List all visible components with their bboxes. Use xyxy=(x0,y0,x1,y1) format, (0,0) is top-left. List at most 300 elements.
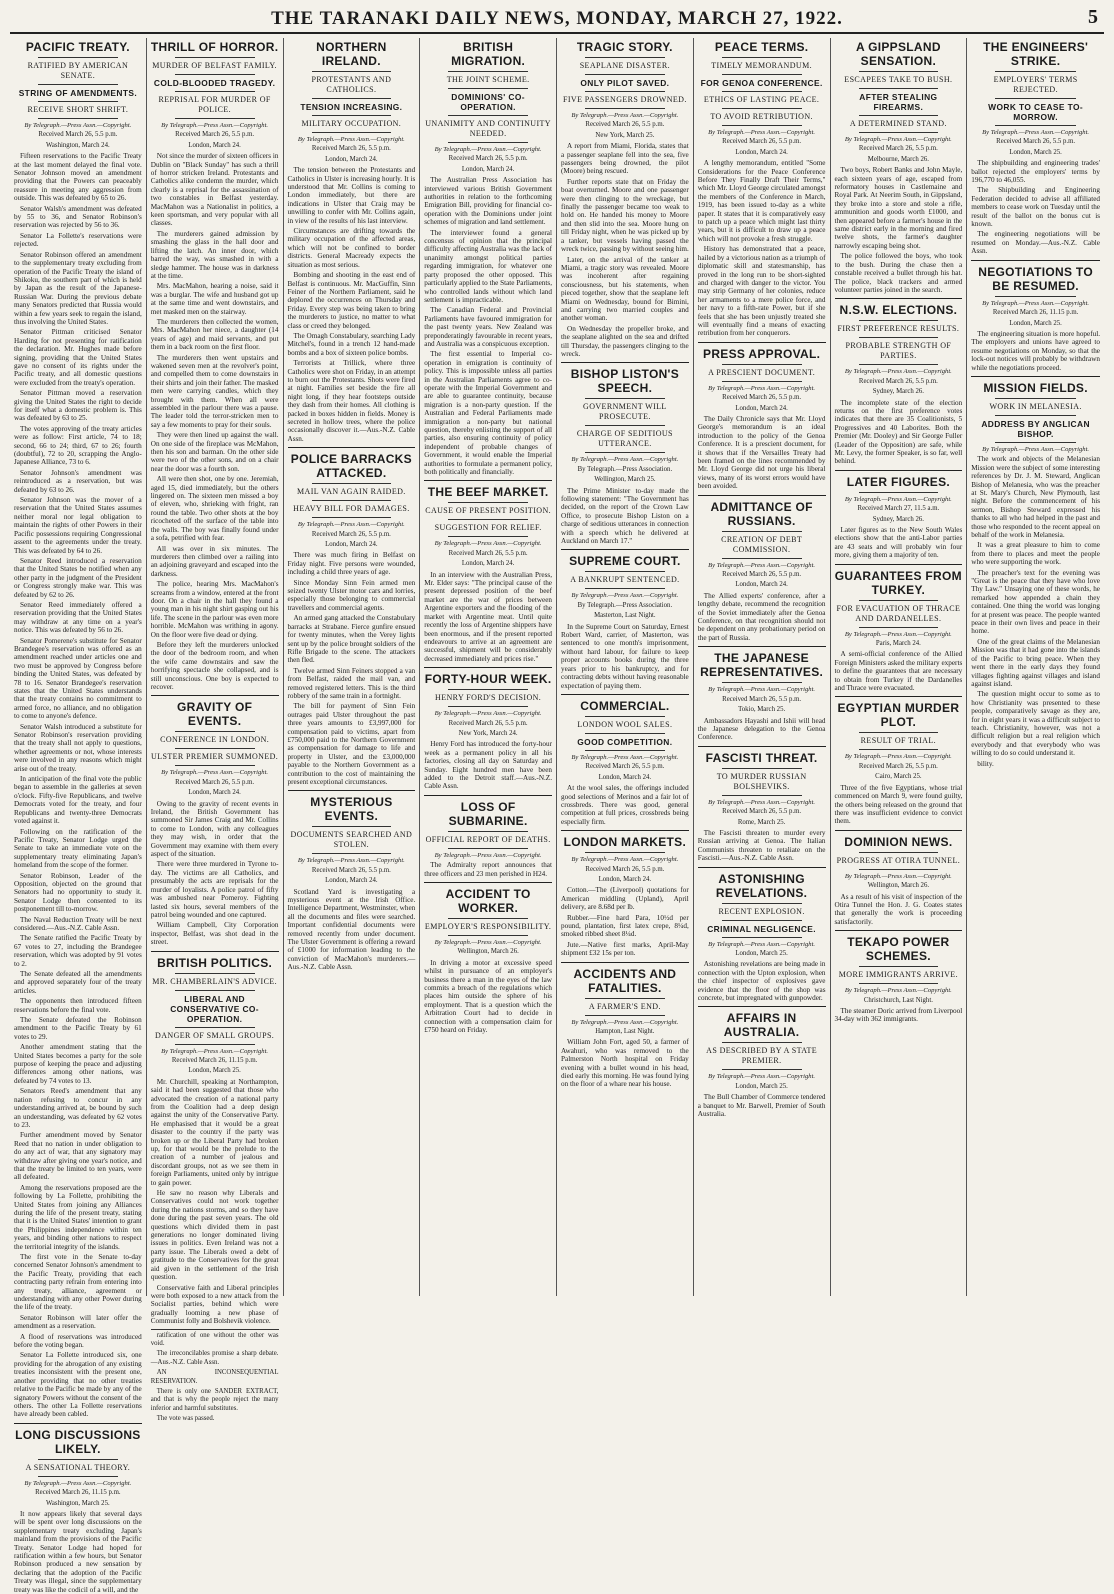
dateline: London, March 24. xyxy=(598,773,652,781)
deck-divider xyxy=(859,337,939,338)
article-headline: THE JAPANESE REPRESENTATIVES. xyxy=(700,651,824,680)
deck-divider xyxy=(995,296,1076,297)
telegraph-credit: By Telegraph.—Press Assn.—Copyright. xyxy=(434,146,542,153)
section-divider xyxy=(424,480,552,481)
received-time: Received March 27, 11.5 a.m. xyxy=(857,505,940,513)
deck-divider xyxy=(859,492,939,493)
deck-divider xyxy=(859,115,939,116)
section-divider xyxy=(561,549,689,550)
dateline: London, March 25. xyxy=(735,1082,788,1090)
article-deck: EMPLOYERS' TERMS REJECTED. xyxy=(993,75,1078,94)
deck-divider xyxy=(585,1015,665,1016)
received-time: Received March 26, 5.5 p.m. xyxy=(996,138,1076,146)
deck-divider xyxy=(312,132,392,133)
telegraph-credit: By Telegraph.—Press Assn.—Copyright. xyxy=(708,1073,816,1081)
deck-divider xyxy=(38,1459,118,1460)
article-paragraph: The first essential to Imperial co-operation in emigration is continuity of policy. This is impossible unless all parties in the Australian Parliaments agree to co-operate with the Imperial Government and are able to guarantee continuity, because migration is a non-party question. If the Australian and Federal Parliaments made immigration a non-party but national question, thereby enlisting the support of all parties, also ensuring continuity of policy independent of probable changes of Government, it would enable the Imperial authorities to formulate a permanent policy, both politically and financially. xyxy=(424,350,552,477)
article-paragraph: The Senate defeated the Robinson amendment to the Pacific Treaty by 61 votes to 29. xyxy=(14,1016,142,1041)
section-divider xyxy=(835,564,963,565)
article-paragraph: Later figures as to the New South Wales elections show that the anti-Labor parties are 43 seats and will probably win four more, giving them a majority of ten. xyxy=(834,526,963,560)
deck-divider xyxy=(38,84,118,85)
deck-divider xyxy=(38,1476,118,1477)
article-headline: ASTONISHING REVELATIONS. xyxy=(715,871,808,900)
article-deck: ADDRESS BY ANGLICAN BISHOP. xyxy=(981,418,1090,439)
article-headline: FASCISTI THREAT. xyxy=(705,750,818,765)
column-1 xyxy=(10,38,147,1594)
received-time: Received March 26, 5.5 p.m. xyxy=(311,866,391,874)
article-paragraph: The engineering situation is more hopeful. The employers and unions have agreed to resume negotiations on Monday, so that the lock-out notices will probably be withdrawn while the negotiations proceed. xyxy=(971,329,1100,372)
article-deck: SEAPLANE DISASTER. xyxy=(579,61,671,70)
article-paragraph: The Admiralty report announces that three officers and 23 men perished in H24. xyxy=(424,861,552,878)
article-paragraph: Bombing and shooting in the east end of Belfast is continuous. Mr. MacGuffin, Sinn Feiner of the Northern Parliament, said he deplored the occurrences on Thursday and Friday. Every step was being taken to bring the murderers to justice, no matter to what class or creed they belonged. xyxy=(287,271,416,330)
deck-divider xyxy=(585,588,665,589)
article-deck: A FARMER'S END. xyxy=(588,1001,661,1011)
dateline: London, March 24. xyxy=(188,789,241,797)
received-time: Received March 26, 5.5 p.m. xyxy=(585,763,665,771)
article-paragraph: Mr. Churchill, speaking at Northampton, said it had been suggested that those who advocated the creation of a national party from the Coalition had a deep design against the unity of the Conservative Party. He emphasised that it would be a great disaster to the country if the party was broken up or the Liberal Party had broken up, for that would be the prelude to the creation of a number of jealous and discordant groups, not as we see them in foreign Parliaments, united only by intrigue to gain power. xyxy=(150,1077,279,1187)
article-headline: NORTHERN IRELAND. xyxy=(316,40,387,68)
deck-divider xyxy=(585,108,665,109)
section-divider xyxy=(835,470,963,471)
article-deck: ETHICS OF LASTING PEACE. xyxy=(703,95,820,104)
article-paragraph: The incomplete state of the election returns on the first preference votes indicates that there are 35 Coalitionists, 5 Progressives and 40 Laborites. Both the Premier (Mr. Dooley) and Sir George Fuller (Leader of the Opposition) are safe, while Mr. Levy, the former Speaker, is so far, well behind. xyxy=(834,398,963,466)
telegraph-credit: By Telegraph.—Press Assn.—Copyright. xyxy=(571,592,679,600)
column-8 xyxy=(967,38,1104,1296)
article-paragraph: Henry Ford has introduced the forty-hour week as a permanent policy in all his factories, closing all day on Saturday and Sunday. Eight hundred men have been added to the Detroit staff.—Aus.-N.Z. Cable Assn. xyxy=(424,740,552,791)
article-paragraph: A semi-official conference of the Allied Foreign Ministers asked the military experts to define the guarantees that are necessary to obtain from Turkey if the Dardanelles and Thrace were evacuated. xyxy=(834,650,963,693)
deck-divider xyxy=(312,500,392,501)
article-deck: A DETERMINED STAND. xyxy=(849,119,947,128)
article-paragraph: One of the great claims of the Melanesian Mission was that it had gone into the islands of the Pacific to bring peace. When they went there in the early days they found villages fighting against villages and island against island. xyxy=(971,637,1100,688)
article-paragraph: The votes approving of the treaty articles were as follow: First article, 74 to 18; second, 66 to 24; third, 67 to 26; fourth (doubtful), 72 to 20, scrapping the Anglo-Japanese Alliance, 73 to 6. xyxy=(14,424,142,467)
article-paragraph: The Allied experts' conference, after a lengthy debate, recommend the recognition of the Soviet immediately after the Genoa Conference, on that recognition should not be dependent on any probationary period on the part of Russia. xyxy=(697,591,826,642)
deck-divider xyxy=(585,425,665,426)
section-divider xyxy=(698,1006,826,1007)
dateline: London, March 24. xyxy=(735,404,788,412)
section-divider xyxy=(561,362,689,363)
deck-divider xyxy=(585,852,665,853)
received-time: Received March 26, 5.5 p.m. xyxy=(311,145,391,153)
deck-divider xyxy=(448,142,528,143)
article-paragraph: The police followed the boys, who took to the bush. During the chase then a constable received a bullet through his hat. The police, black trackers and armed volunteer parties joined in the search. xyxy=(834,252,963,294)
article-headline: PEACE TERMS. xyxy=(714,40,809,54)
deck-divider xyxy=(175,731,255,732)
received-time: Received March 26, 5.5 p.m. xyxy=(311,530,391,538)
article-deck: CREATION OF DEBT COMMISSION. xyxy=(721,534,803,554)
article-paragraph: In driving a motor at excessive speed whilst in pursuance of an employer's business there a man in the eyes of the law commits a breach of the regulations which places him outside the sphere of his employment. That is a question which the Arbitration Court had to decide in connection with a compensation claim for £750 heard on Friday. xyxy=(424,958,552,1035)
deck-divider xyxy=(585,91,665,92)
telegraph-credit: By Telegraph.—Press Assn.—Copyright. xyxy=(571,1018,679,1026)
section-divider xyxy=(151,951,279,952)
telegraph-credit: By Telegraph.—Press Assn.—Copyright. xyxy=(708,686,816,694)
article-headline: DOMINION NEWS. xyxy=(844,834,953,849)
deck-divider xyxy=(175,765,255,766)
deck-divider xyxy=(38,57,118,58)
article-paragraph: Further reports state that on Friday the boat overturned. Moore and one passenger were then clinging to the wreckage, but finally the passenger became too weak to hold on. He handed his money to Moore and then slid into the sea. Moore hung on till Friday night, when he was picked up by a tanker, but vessels having passed the wreck twice, passing by without seeing him. xyxy=(561,177,689,254)
received-time: Received March 26, 5.5 p.m. xyxy=(722,571,802,579)
dateline: New York, March 25. xyxy=(595,131,655,139)
deck-divider xyxy=(175,973,255,974)
deck-divider xyxy=(448,536,528,537)
article-deck: SUGGESTION FOR RELIEF. xyxy=(434,523,542,533)
article-paragraph: Ambassadors Hayashi and Ishii will head the Japanese delegation to the Genoa Conference. xyxy=(697,716,826,742)
article-deck: RATIFIED BY AMERICAN SENATE. xyxy=(27,61,129,80)
article-headline: LONDON MARKETS. xyxy=(563,835,687,850)
article-paragraph: Fifteen reservations to the Pacific Treaty at the last moment delayed the final vote. Senator Johnson moved an amendment providing that the Powers can peaceably reassure in meeting any aggression from outside. This was defeated by 65 to 26. xyxy=(14,152,142,203)
article-paragraph: Later, on the arrival of the tanker at Miami, a tragic story was revealed. Moore was incoherent after regaining consciousness, but his statements, when pieced together, show that the seaplane left Miami on Wednesday, bound for Bimini, and carrying two married couples and another woman. xyxy=(561,255,689,323)
article-paragraph: In the Supreme Court on Saturday, Ernest Robert Ward, carrier, of Masterton, was sentenced to one month's imprisonment, without hard labour, for failure to keep proper accounts books during the three years prior to his bankruptcy, and for contracting debts without having reasonable expectation of paying them. xyxy=(561,622,689,690)
article-headline: THE BEEF MARKET. xyxy=(427,485,549,500)
deck-divider xyxy=(585,998,665,999)
deck-divider xyxy=(448,71,528,72)
article-deck: STRING OF AMENDMENTS. xyxy=(18,88,138,98)
column-7 xyxy=(831,38,968,1296)
telegraph-credit: By Telegraph.—Press Assn.—Copyright. xyxy=(844,987,952,995)
article-deck: COLD-BLOODED TRAGEDY. xyxy=(153,78,276,88)
continuation-paragraph: The irreconcilables promise a sharp debate.—Aus.-N.Z. Cable Assn. xyxy=(150,1350,279,1366)
article-paragraph: The tension between the Protestants and Catholics in Ulster is increasing hourly. It is understood that Mr. Collins is coming to London immediately, but there are indications in Ulster that Craig may be unwilling to confer with Mr. Collins again, in view of the results of his last interview. xyxy=(287,166,416,225)
deck-divider xyxy=(312,98,392,99)
article-paragraph: Senator Pomerene's substitute for Senator Brandegee's reservation was offered as an amendment reached under articles one and two must be approved by Congress before binding the United States, was defeated by 78 to 16. Senator Brandegee's reservation states that the United States understands that the treaty contains no commitment to armed force, no alliance, and no obligation to come to anyone's defence. xyxy=(14,636,142,721)
deck-divider xyxy=(722,558,802,559)
dateline: Cairo, March 25. xyxy=(875,773,922,781)
article-deck: LIBERAL AND CONSERVATIVE CO-OPERATION. xyxy=(170,993,259,1024)
article-paragraph: The bill for payment of Sinn Fein outrages paid Ulster throughout the past three years amounts to £3,997,000 for compensation paid to victims, apart from £750,000 paid to the Northern Government as compensation for damage to life and property in Ulster, and the £3,000,000 payable to the Northern Government as a contribution to the cost of maintaining the present exceptional circumstances. xyxy=(287,702,416,786)
article-deck: CAUSE OF PRESENT POSITION. xyxy=(425,506,552,516)
article-paragraph: The Naval Reduction Treaty will be next considered.—Aus.-N.Z. Cable Assn. xyxy=(14,915,142,932)
dateline: London, March 25. xyxy=(735,949,788,957)
article-paragraph: Senator Walsh's amendment was defeated by 55 to 36, and Senator Robinson's reservation was rejected by 56 to 36. xyxy=(14,204,142,230)
article-paragraph: The murderers then collected the women, Mrs. MacMahon her niece, a daughter (14 years of age) and maid servants, and put them in a back room on the first floor. xyxy=(150,317,279,352)
dateline: Washington, March 24. xyxy=(46,141,110,149)
article-paragraph: The Bull Chamber of Commerce tendered a banquet to Mr. Barwell, Premier of South Australia. xyxy=(697,1093,826,1119)
received-time: Received March 26, 5.5 p.m. xyxy=(175,131,255,139)
dateline: London, March 24. xyxy=(325,541,378,549)
article-paragraph: It was a great pleasure to him to come from there to places and meet the people who were supporting the work. xyxy=(971,541,1100,567)
article-deck: MILITARY OCCUPATION. xyxy=(301,119,402,128)
article-deck: DOCUMENTS SEARCHED AND STOLEN. xyxy=(290,830,413,850)
column-2 xyxy=(147,38,284,1423)
article-paragraph: Senator La Follette's reservations were rejected. xyxy=(14,231,142,249)
article-deck: TO AVOID RETRIBUTION. xyxy=(710,112,813,121)
deck-divider xyxy=(448,935,528,936)
section-divider xyxy=(698,746,826,747)
article-paragraph: History has demonstrated that a peace, hailed by a victorious nation as a triumph of diplomatic skill and statesmanship, has proved in the long run to be short-sighted and charged with danger to the victor. You may strip Germany of her colonies, reduce her armaments to a mere police force, and her navy to a fifth-rate Power, but if she feels that she has been unjustly treated she will eventually find a means of exacting retribution from her conquerors. xyxy=(697,245,826,338)
telegraph-credit: By Telegraph.—Press Assn.—Copyright. xyxy=(844,630,952,638)
deck-divider xyxy=(175,91,255,92)
article-deck: A SENSATIONAL THEORY. xyxy=(25,1462,131,1472)
telegraph-credit: By Telegraph.—Press Assn.—Copyright. xyxy=(434,540,542,548)
article-paragraph: Senators Reed's amendment that any nation refusing to concur in any understanding arrived at, be bound by such an understanding, was defeated by 62 votes to 23. xyxy=(14,1087,142,1129)
article-paragraph: As a result of his visit of inspection of the Otira Tunnel the Hon. J. G. Coates states that generally the work is proceeding satisfactorily. xyxy=(834,892,963,926)
telegraph-credit: By Telegraph.—Press Assn.—Copyright. xyxy=(434,851,542,859)
article-paragraph: Among the reservations proposed are the following by La Follette, prohibiting the United States from joining any Alliances during the life of the present treaty, stating that it is the United States' intention to grant the Philippines independence within ten years, and binding other nations to respect the territorial integrity of the islands. xyxy=(14,1183,142,1251)
article-deck: MAIL VAN AGAIN RAIDED. xyxy=(297,487,406,497)
article-paragraph: Mrs. MacMahon, hearing a noise, said it was a burglar. The wife and husband got up at the same time and went downstairs, and met masked men on the stairway. xyxy=(150,282,279,316)
article-paragraph: Senator Johnson's amendment was reintroduced as a reservation, but was defeated by 63 to 26. xyxy=(14,468,142,494)
received-time: Received March 26, 5.5 p.m. xyxy=(858,762,938,770)
deck-divider xyxy=(175,1027,255,1028)
received-time: Received March 26, 5.5 p.m. xyxy=(448,719,528,727)
section-divider xyxy=(698,495,826,496)
article-paragraph: The work and objects of the Melanesian Mission were the subject of some interesting references by Dr. J. M. Steward, Anglican Bishop of Melanesia, who was the preacher at St. Mary's Church, New Plymouth, last night. Before the commencement of his sermon, Bishop Steward expressed his thanks to all who had helped in the past and those who responded to the recent appeal on behalf of the work in Melanesia. xyxy=(971,455,1100,539)
section-divider xyxy=(835,696,963,697)
telegraph-credit: By Telegraph.—Press Assn.—Copyright. xyxy=(708,561,816,569)
deck-divider xyxy=(859,869,939,870)
deck-divider xyxy=(448,115,528,116)
article-paragraph: The steamer Doric arrived from Liverpool 34-day with 362 immigrants. xyxy=(834,1006,963,1024)
article-paragraph: The opponents then introduced fifteen reservations before the final vote. xyxy=(14,997,142,1014)
article-paragraph: The Senate ratified the Pacific Treaty by 67 votes to 27, including the Brandegee reservation, which was adopted by 91 votes to 2. xyxy=(14,934,142,968)
dateline: Paris, March 24. xyxy=(875,640,921,648)
section-divider xyxy=(561,830,689,831)
article-headline: LONG DISCUSSIONS LIKELY. xyxy=(15,1427,141,1456)
deck-divider xyxy=(722,920,802,921)
article-headline: PRESS APPROVAL. xyxy=(703,346,821,361)
telegraph-credit: By Telegraph.—Press Assn.—Copyright. xyxy=(708,798,816,806)
article-deck: CRIMINAL NEGLIGENCE. xyxy=(707,923,817,934)
article-paragraph: Senator Reed introduced a reservation that the United States be notified when any other party in the judgment of the President or Congress strongly make war. This was defeated by 62 to 26. xyxy=(14,556,142,599)
telegraph-credit: By Telegraph.—Press Assn.—Copyright. xyxy=(844,495,952,503)
article-paragraph: The Canadian Federal and Provincial Parliaments have favoured immigration for the past twenty years. New Zealand was preponderatingly favourable in recent years, and Australia was a conspicuous exception. xyxy=(424,306,552,348)
telegraph-credit: By Telegraph.—Press Assn.—Copyright. xyxy=(161,769,269,777)
article-headline: BRITISH MIGRATION. xyxy=(451,40,526,68)
deck-divider xyxy=(995,125,1076,126)
article-headline: FORTY-HOUR WEEK. xyxy=(424,672,552,687)
continuation-block xyxy=(151,1329,279,1424)
deck-divider xyxy=(175,74,255,75)
received-time: Received March 26, 5.5 p.m. xyxy=(38,131,118,139)
telegraph-credit: By Telegraph.—Press Assn.—Copyright. xyxy=(434,710,542,718)
telegraph-credit: By Telegraph.—Press Assn.—Copyright. xyxy=(297,521,405,529)
deck-divider xyxy=(859,749,939,750)
article-deck: WORK TO CEASE TO-MORROW. xyxy=(988,102,1084,122)
article-deck: DANGER OF SMALL GROUPS. xyxy=(155,1030,275,1040)
deck-divider xyxy=(448,831,528,832)
article-paragraph: A lengthy memorandum, entitled "Some Considerations for the Peace Conference Before They Finally Draft Their Terms," which Mr. Lloyd George circulated amongst the members of the Conference in March, 1919, has been issued to-day as a white paper. It states that it is comparatively easy to patch up a peace which might last thirty years, but it is difficult to draw up a peace which will not provoke a fresh struggle. xyxy=(697,159,826,243)
telegraph-credit: By Telegraph.—Press Assn.—Copyright. xyxy=(708,940,816,948)
article-deck: RECEIVE SHORT SHRIFT. xyxy=(27,105,129,114)
article-deck: HEAVY BILL FOR DAMAGES. xyxy=(293,504,410,514)
article-paragraph: The Shipbuilding and Engineering Federation decided to advise all affiliated members to cease work on Tuesday until the result of the ballot on the bonus cut is known. xyxy=(971,186,1100,229)
received-time: Received March 26, 5.5 p.m. xyxy=(448,549,528,557)
dateline: Melbourne, March 26. xyxy=(867,155,929,163)
article-paragraph: Owing to the gravity of recent events in Ireland, the British Government has summoned Sir James Craig and Mr. Collins to come to London, with any colleagues they may wish, in order that the Government may examine with them every aspect of the situation. xyxy=(150,799,279,859)
article-headline: EGYPTIAN MURDER PLOT. xyxy=(837,701,960,730)
deck-divider xyxy=(859,966,939,967)
deck-divider xyxy=(585,750,665,751)
article-paragraph: Two boys, Robert Banks and John Mayle, each sixteen years of age, escaped from reformatory houses in Castlemaine and Royal Park. At Neerim South, in Gippsland, they broke into a store and stole a rifle, ammunition and goods worth £1000, and then appeared before a farmer's house in the same district early in the morning and fired twelve shots, the farmer's daughter narrowly escaping being shot. xyxy=(834,166,963,250)
telegraph-credit: By Telegraph.—Press Assn.—Copyright. xyxy=(297,136,405,143)
article-paragraph: Twelve armed Sinn Feiners stopped a van from Belfast, raided the mail van, and removed registered letters. This is the third robbery of the same train in a fortnight. xyxy=(287,666,416,700)
article-deck: TIMELY MEMORANDUM. xyxy=(711,61,813,70)
continuation-paragraph: ratification of one without the other was void. xyxy=(150,1331,279,1347)
article-paragraph: William John Fort, aged 50, a farmer of Awahuri, who was removed to the Palmerston North hospital on Friday evening with a bullet wound in his head, died early this morning. He was found lying on the floor of a whare near his house. xyxy=(561,1038,689,1089)
article-deck: ULSTER PREMIER SUMMONED. xyxy=(151,752,279,762)
section-divider xyxy=(288,790,416,791)
telegraph-credit: By Telegraph.—Press Assn.—Copyright. xyxy=(982,445,1090,453)
dateline: London, March 24. xyxy=(735,581,788,589)
deck-divider xyxy=(859,88,939,89)
article-deck: PROTESTANTS AND CATHOLICS. xyxy=(311,75,392,94)
continuation-paragraph: AN INCONSEQUENTIAL RESERVATION. xyxy=(150,1369,279,1385)
deck-divider xyxy=(448,918,528,919)
article-headline: TEKAPO POWER SCHEMES. xyxy=(847,935,950,964)
article-deck: GOVERNMENT WILL PROSECUTE. xyxy=(583,402,667,422)
received-time: By Telegraph.—Press Association. xyxy=(577,601,673,609)
article-deck: AS DESCRIBED BY A STATE PREMIER. xyxy=(706,1046,818,1066)
article-paragraph: Further amendment moved by Senator Reed that no nation in under obligation to do any act of war, that any signatory may withdraw after giving one year's notice, and that the treaty be limited to ten years, were all defeated. xyxy=(14,1131,142,1182)
article-headline: GUARANTEES FROM TURKEY. xyxy=(834,568,962,597)
article-headline: GRAVITY OF EVENTS. xyxy=(177,700,253,729)
received-time: Received March 26, 5.5 p.m. xyxy=(585,865,665,873)
dateline: London, March 24. xyxy=(461,560,515,568)
deck-divider xyxy=(312,826,392,827)
article-paragraph: The first vote in the Senate to-day concerned Senator Johnson's amendment to the Pacific Treaty, providing that each contracting party refrain from entering into any treaty, alliance, agreement or understanding with any other Power during the life of the treaty. xyxy=(14,1253,142,1312)
deck-divider xyxy=(38,118,118,119)
dateline: Masterton, Last Night. xyxy=(594,612,656,620)
dateline: London, March 25. xyxy=(1009,319,1062,327)
article-headline: PACIFIC TREATY. xyxy=(25,40,130,54)
received-time: Received March 26, 11.15 p.m. xyxy=(171,1056,258,1064)
deck-divider xyxy=(175,748,255,749)
article-paragraph: On Wednesday the propeller broke, and the seaplane alighted on the sea and drifted till Thursday, the passengers clinging to the wreck. xyxy=(561,324,689,358)
telegraph-credit: By Telegraph.—Press Assn.—Copyright. xyxy=(571,856,679,864)
article-headline: POLICE BARRACKS ATTACKED. xyxy=(290,452,412,481)
article-headline: MISSION FIELDS. xyxy=(983,380,1088,395)
dateline: Hampton, Last Night. xyxy=(595,1028,655,1036)
received-time: Received March 26, 5.5 p.m. xyxy=(722,394,802,402)
article-paragraph: It now appears likely that several days will be spent over long discussions on the supplementary treaty excluding Japan's mainland from the provisions of the Pacific Treaty. Senator Lodge had hoped for ratification within a few hours, but Senator Robinson produced a new sensation by declaring that the adoption of the Pacific Treaty was illegal, since the supplementary treaty was like the codicil of a will, and the xyxy=(14,1509,142,1594)
column-3 xyxy=(284,38,421,1296)
article-deck: PROGRESS AT OTIRA TUNNEL. xyxy=(836,855,961,865)
article-headline: LOSS OF SUBMARINE. xyxy=(448,799,528,828)
deck-divider xyxy=(175,1044,255,1045)
article-paragraph: Circumstances are drifting towards the military occupation of the affected areas, which will not be confined to border districts. General Macready expects the situation as most serious. xyxy=(287,227,416,269)
article-paragraph: Senator Pittman criticised Senator Harding for not presenting for ratification the declaration. Mr. Hughes made before signing, providing that the United States gave no consent of its rights under the Pacific treaty, and all domestic questions were excluded from the treaty's operation. xyxy=(14,328,142,387)
article-paragraph: They were then lined up against the wall. On one side of the fireplace was McMahon, then his son and barman. On the other side were two of the other sons, and on a chair near the door was a fourth son. xyxy=(150,431,279,473)
dateline: London, March 24. xyxy=(461,165,515,173)
section-divider xyxy=(561,962,689,963)
article-deck: HENRY FORD'S DECISION. xyxy=(435,693,542,703)
article-paragraph: The Omagh Constabulary, searching Lady Mitchel's, found in a trench 12 hand-made bombs and a box of sixteen police bombs. xyxy=(287,331,416,357)
section-divider xyxy=(835,930,963,931)
article-paragraph: There were three murdered in Tyrone to-day. The victims are all Catholics, and presumably the acts are reprisals for the murder of loyalists. A police patrol of fifty was ambushed near Pomeroy. Fighting lasted six hours, several members of the patrol being wounded and one captured. xyxy=(150,860,279,919)
deck-divider xyxy=(722,1069,802,1070)
article-paragraph: He saw no reason why Liberals and Conservatives could not work together during the nations storms, and so they have done during the past seven years. The old questions which divided them in past generations no longer dominated living issues in politics. Even Ireland was not a party issue. The Liberals owed a debt of gratitude to the Conservatives for the great aid given in the settlement of the Irish question. xyxy=(150,1189,279,1282)
deck-divider xyxy=(722,74,802,75)
article-paragraph: Astonishing revelations are being made in connection with the Upton explosion, when the chief inspector of explosives gave evidence that the floor of the shop was concrete, but impregnated with gunpowder. xyxy=(697,960,826,1002)
deck-divider xyxy=(722,682,802,683)
article-headline: ACCIDENTS AND FATALITIES. xyxy=(573,966,677,995)
deck-divider xyxy=(585,57,665,58)
deck-divider xyxy=(859,71,939,72)
article-deck: FIVE PASSENGERS DROWNED. xyxy=(562,95,687,104)
section-divider xyxy=(424,795,552,796)
article-deck: MURDER OF BELFAST FAMILY. xyxy=(152,61,277,70)
article-paragraph: Senator Johnson was the mover of a reservation that the United States assumes neither moral nor legal obligation to maintain the rights of other Powers in their Pacific possessions requiring Congressional assent to the agreements under the treaty. This was defeated by 64 to 26. xyxy=(14,496,142,555)
article-deck: GOOD COMPETITION. xyxy=(577,736,673,747)
telegraph-credit: By Telegraph.—Press Assn.—Copyright. xyxy=(982,129,1090,136)
article-paragraph: The Daily Chronicle says that Mr. Lloyd George's memorandum is an ideal introduction to the policy of the Genoa Conference. It is a prescient document, for it shows that if the Versailles Treaty had been framed on the lines recommended by Mr. Lloyd George did not urge his liberal views, many of its worst errors would have been avoided. xyxy=(697,414,826,491)
deck-divider xyxy=(585,74,665,75)
received-time: Received March 26, 5.5 p.m. xyxy=(722,138,802,146)
article-paragraph: The preacher's text for the evening was "Great is the peace that they have who love Thy Law." Unsaying one of these words, he remarked how appended a chain they contained. One thing the world was longing for at present was peace. The people wanted peace in their own lives and peace in their home. xyxy=(971,568,1100,636)
columns xyxy=(10,38,1104,1594)
article-paragraph: bility. xyxy=(977,759,994,768)
section-divider xyxy=(835,830,963,831)
article-deck: CHARGE OF SEDITIOUS UTTERANCE. xyxy=(576,429,673,449)
article-deck: A PRESCIENT DOCUMENT. xyxy=(708,367,816,377)
section-divider xyxy=(971,376,1100,377)
article-paragraph: Senator La Follette introduced six, one providing for the abrogation of any existing treaties inconsistent with the present one, another providing that no other treaties relative to the Pacific be made by any of the signatory Powers without the consent of the others. The other La Follette reservations have already been cabled. xyxy=(14,1351,142,1419)
telegraph-credit: By Telegraph.—Press Assn.—Copyright. xyxy=(571,456,679,464)
article-deck: TENSION INCREASING. xyxy=(300,102,403,112)
article-paragraph: In an interview with the Australian Press, Mr. Elder says: "The principal cause of the present depressed position of the beef market are the war of prices between Argentine exporters and the flooding of the market with Argentine meat. Until quite recently the loss of Argentine shippers have been enormous, and if the present reported endeavours to arrive at an agreement are successful, shipment will be considerably decreased immediately and prices rise." xyxy=(424,570,552,663)
telegraph-credit: By Telegraph.—Press Assn.—Copyright. xyxy=(844,872,952,880)
deck-divider xyxy=(995,98,1076,99)
article-headline: THRILL OF HORROR. xyxy=(150,40,279,54)
deck-divider xyxy=(722,125,802,126)
deck-divider xyxy=(448,88,528,89)
deck-divider xyxy=(722,1042,802,1043)
article-paragraph: Rubber.—Fine hard Para, 10½d per pound, plantation, first latex crepe, 8¼d, smoked ribbed sheet 8¼d. xyxy=(561,913,689,939)
article-paragraph: Not since the murder of sixteen officers in Dublin on "Black Sunday" has such a thrill of horror stricken Ireland. Protestants and Catholics alike condemn the murder, which clearly is a reprisal for the assassination of two constables in Belfast yesterday. MacMahon was a Nationalist in politics, a keen sportsman, and very popular with all classes. xyxy=(150,152,279,228)
deck-divider xyxy=(312,115,392,116)
deck-divider xyxy=(722,768,802,769)
article-headline: NEGOTIATIONS TO BE RESUMED. xyxy=(978,264,1093,293)
deck-divider xyxy=(995,442,1076,443)
article-paragraph: Conservative faith and Liberal principles were both exposed to a new attack from the Socialist parties, behind which were gradually looming a new phase of Communist folly and Bolshevik violence. xyxy=(150,1283,279,1326)
article-deck: CONFERENCE IN LONDON. xyxy=(160,735,270,745)
article-paragraph: There was much firing in Belfast on Friday night. Five persons were wounded, including a child three years of age. xyxy=(287,551,416,577)
article-headline: N.S.W. ELECTIONS. xyxy=(839,303,958,318)
deck-divider xyxy=(995,71,1076,72)
telegraph-credit: By Telegraph.—Press Assn.—Copyright. xyxy=(571,753,679,761)
dateline: London, March 24. xyxy=(325,877,378,885)
received-time: Received March 26, 5.5 p.m. xyxy=(858,377,938,385)
dateline: New York, March 24. xyxy=(458,729,518,737)
received-time: Received March 26, 5.5 p.m. xyxy=(448,155,528,163)
article-paragraph: Senator Robinson will later offer the amendment as a reservation. xyxy=(14,1313,142,1331)
telegraph-credit: By Telegraph.—Press Assn.—Copyright. xyxy=(24,122,132,129)
section-divider xyxy=(14,1423,142,1424)
received-time: Received March 26, 11.15 p.m. xyxy=(992,309,1079,317)
deck-divider xyxy=(995,415,1076,416)
telegraph-credit: By Telegraph.—Press Assn.—Copyright. xyxy=(161,122,269,129)
section-divider xyxy=(424,667,552,668)
article-paragraph: An armed gang attacked the Constabulary barracks at Strabane. Fierce gunfire ensued for twenty minutes, when the Verey lights sent up by the police brought soldiers of the Rifle Brigade to the scene. The attackers then fled. xyxy=(287,614,416,665)
deck-divider xyxy=(859,983,939,984)
section-divider xyxy=(561,694,689,695)
article-deck: FIRST PREFERENCE RESULTS. xyxy=(837,324,960,334)
article-paragraph: Senator Robinson, Leader of the Opposition, objected on the ground that Senators had no opportunity to study it. Senator Lodge then consented to its postponement till to-morrow. xyxy=(14,871,142,914)
deck-divider xyxy=(585,452,665,453)
article-paragraph: The police, hearing Mrs. MacMahon's screams from a window, entered at the front door. On a chair in the hall they found a young man in his night shirt gasping out his life. The scene in the parlour was even more horrible. McMahon was writhing in agony. On the floor were five dead or dying. xyxy=(150,580,279,639)
article-paragraph: Senator Walsh introduced a substitute for Senator Robinson's reservation providing that the treaty shall not apply to questions, whether agreements or not, whose interests were involved in any reasons which might arise out of the treaty. xyxy=(14,722,142,773)
article-headline: A GIPPSLAND SENSATION. xyxy=(855,40,941,68)
deck-divider xyxy=(175,118,255,119)
article-paragraph: Cotton.—The (Liverpool) quotations for American middling (Upland), April delivery, are 8.68d per lb. xyxy=(561,886,689,912)
article-deck: WORK IN MELANESIA. xyxy=(989,401,1082,411)
article-paragraph: Following on the ratification of the Pacific Treaty, Senator Lodge urged the Senate to take an immediate vote on the supplementary treaty eliminating Japan's homeland from the scope of the former. xyxy=(14,827,142,870)
dateline: London, March 25. xyxy=(188,1067,241,1075)
article-deck: TO MURDER RUSSIAN BOLSHEVIKS. xyxy=(716,771,807,791)
dateline: Sydney, March 26. xyxy=(872,515,925,523)
deck-divider xyxy=(859,732,939,733)
deck-divider xyxy=(859,600,939,601)
dateline: Wellington, March 26. xyxy=(867,882,930,890)
